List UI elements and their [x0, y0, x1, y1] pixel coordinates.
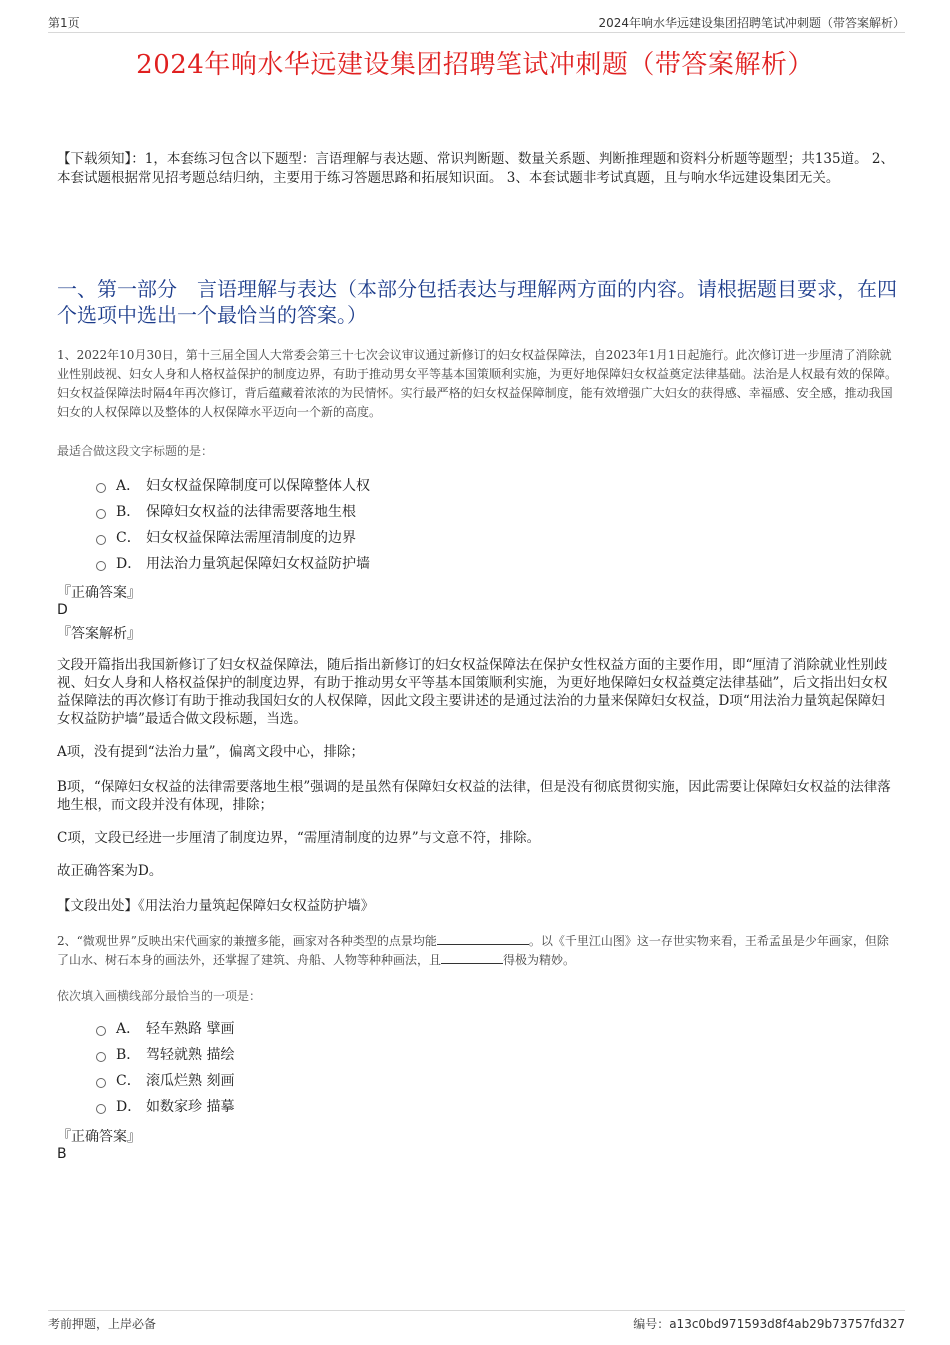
question-2-text: 2、“微观世界”反映出宋代画家的兼擅多能，画家对各种类型的点景均能 。以《千里江山图》这一存世实物来看，王希孟虽是少年画家，但除了山水、树石本身的画法外，还掌握了建筑、舟船、人物等种种画法，且 得极为精妙。 [57, 934, 889, 967]
radio-icon[interactable] [96, 1104, 106, 1114]
analysis-paragraph: C项，文段已经进一步厘清了制度边界，“需厘清制度的边界”与文意不符，排除。 [57, 830, 541, 846]
analysis-paragraph: A项，没有提到“法治力量”，偏离文段中心，排除； [57, 744, 365, 760]
page-header [48, 14, 905, 33]
option-d[interactable]: D． 如数家珍 描摹 [96, 1094, 234, 1120]
source-citation: 【文段出处】《用法治力量筑起保障妇女权益防护墙》 [57, 898, 375, 914]
question-1-options [96, 473, 370, 577]
page-number: 第1页 [48, 16, 80, 30]
document-title: 2024年响水华远建设集团招聘笔试冲刺题（带答案解析） [136, 50, 814, 80]
option-b[interactable]: B． 驾轻就熟 描绘 [96, 1042, 234, 1068]
radio-icon[interactable] [96, 483, 106, 493]
option-c[interactable]: C． 滚瓜烂熟 刻画 [96, 1068, 234, 1094]
question-1-text: 1、2022年10月30日，第十三届全国人大常委会第三十七次会议审议通过新修订的妇女权益保障法，自2023年1月1日起施行。此次修订进一步厘清了消除就业性别歧视、妇女人身和人格权益保护的制度边界，有助于推动男女平等基本国策顺利实施，为更好地保障妇女权益奠定法律基础。法治是人权最有效的保障。妇女权益保障法时隔4年再次修订，背后蕴藏着浓浓的为民情怀。实行最严格的妇女权益保障制度，能有效增强广大妇女的获得感、幸福感、安全感，推动我国妇女的人权保障以及整体的人权保障水平迈向一个新的高度。 [57, 348, 898, 419]
radio-icon[interactable] [96, 535, 106, 545]
analysis-label-1: 『答案解析』 [57, 626, 141, 642]
radio-icon[interactable] [96, 1026, 106, 1036]
analysis-paragraph: 文段开篇指出我国新修订了妇女权益保障法，随后指出新修订的妇女权益保障法在保护女性权益方面的主要作用，即“厘清了消除就业性别歧视、妇女人身和人格权益保护的制度边界，有助于推动男女平等基本国策顺利实施，为更好地保障妇女权益奠定法律基础”，后文指出妇女权益保障法的再次修订有助于推动我国妇女的人权保障，因此文段主要讲述的是通过法治的力量来保障妇女权益，D项“用法治力量筑起保障妇女权益防护墙”最适合做文段标题，当选。 [57, 657, 888, 727]
option-b[interactable]: B． 保障妇女权益的法律需要落地生根 [96, 499, 370, 525]
option-d[interactable]: D． 用法治力量筑起保障妇女权益防护墙 [96, 551, 370, 577]
radio-icon[interactable] [96, 1078, 106, 1088]
analysis-paragraph: B项，“保障妇女权益的法律需要落地生根”强调的是虽然有保障妇女权益的法律，但是没有彻底贯彻实施，因此需要让保障妇女权益的法律落地生根，而文段并没有体现，排除； [57, 779, 891, 813]
option-a[interactable]: A． 轻车熟路 擘画 [96, 1016, 234, 1042]
header-doc-title: 2024年响水华远建设集团招聘笔试冲刺题（带答案解析） [598, 16, 905, 30]
question-2-options [96, 1016, 234, 1120]
answer-1: D [57, 602, 68, 618]
question-1-prompt: 最适合做这段文字标题的是： [57, 444, 214, 458]
fill-blank[interactable] [441, 951, 503, 964]
question-2-prompt: 依次填入画横线部分最恰当的一项是： [57, 989, 262, 1003]
analysis-paragraph: 故正确答案为D。 [57, 863, 163, 879]
radio-icon[interactable] [96, 1052, 106, 1062]
option-a[interactable]: A． 妇女权益保障制度可以保障整体人权 [96, 473, 370, 499]
document-id: 编号：a13c0bd971593d8f4ab29b73757fd327 [633, 1317, 905, 1331]
answer-label-2: 『正确答案』 [57, 1129, 141, 1145]
footer-slogan: 考前押题，上岸必备 [48, 1317, 157, 1331]
answer-label-1: 『正确答案』 [57, 585, 141, 601]
radio-icon[interactable] [96, 561, 106, 571]
fill-blank[interactable] [437, 932, 529, 945]
section-heading: 一、第一部分 言语理解与表达（本部分包括表达与理解两方面的内容。请根据题目要求，在四个选项中选出一个最恰当的答案。） [57, 277, 897, 327]
download-notice: 【下载须知】：1，本套练习包含以下题型：言语理解与表达题、常识判断题、数量关系题、判断推理题和资料分析题等题型；共135道。 2、本套试题根据常见招考题总结归纳，主要用于练习答题思路和拓展知识面。 3、本套试题非考试真题，且与响水华远建设集团无关。 [57, 151, 894, 186]
option-c[interactable]: C． 妇女权益保障法需厘清制度的边界 [96, 525, 370, 551]
radio-icon[interactable] [96, 509, 106, 519]
answer-2: B [57, 1146, 67, 1162]
page-footer [48, 1310, 905, 1331]
